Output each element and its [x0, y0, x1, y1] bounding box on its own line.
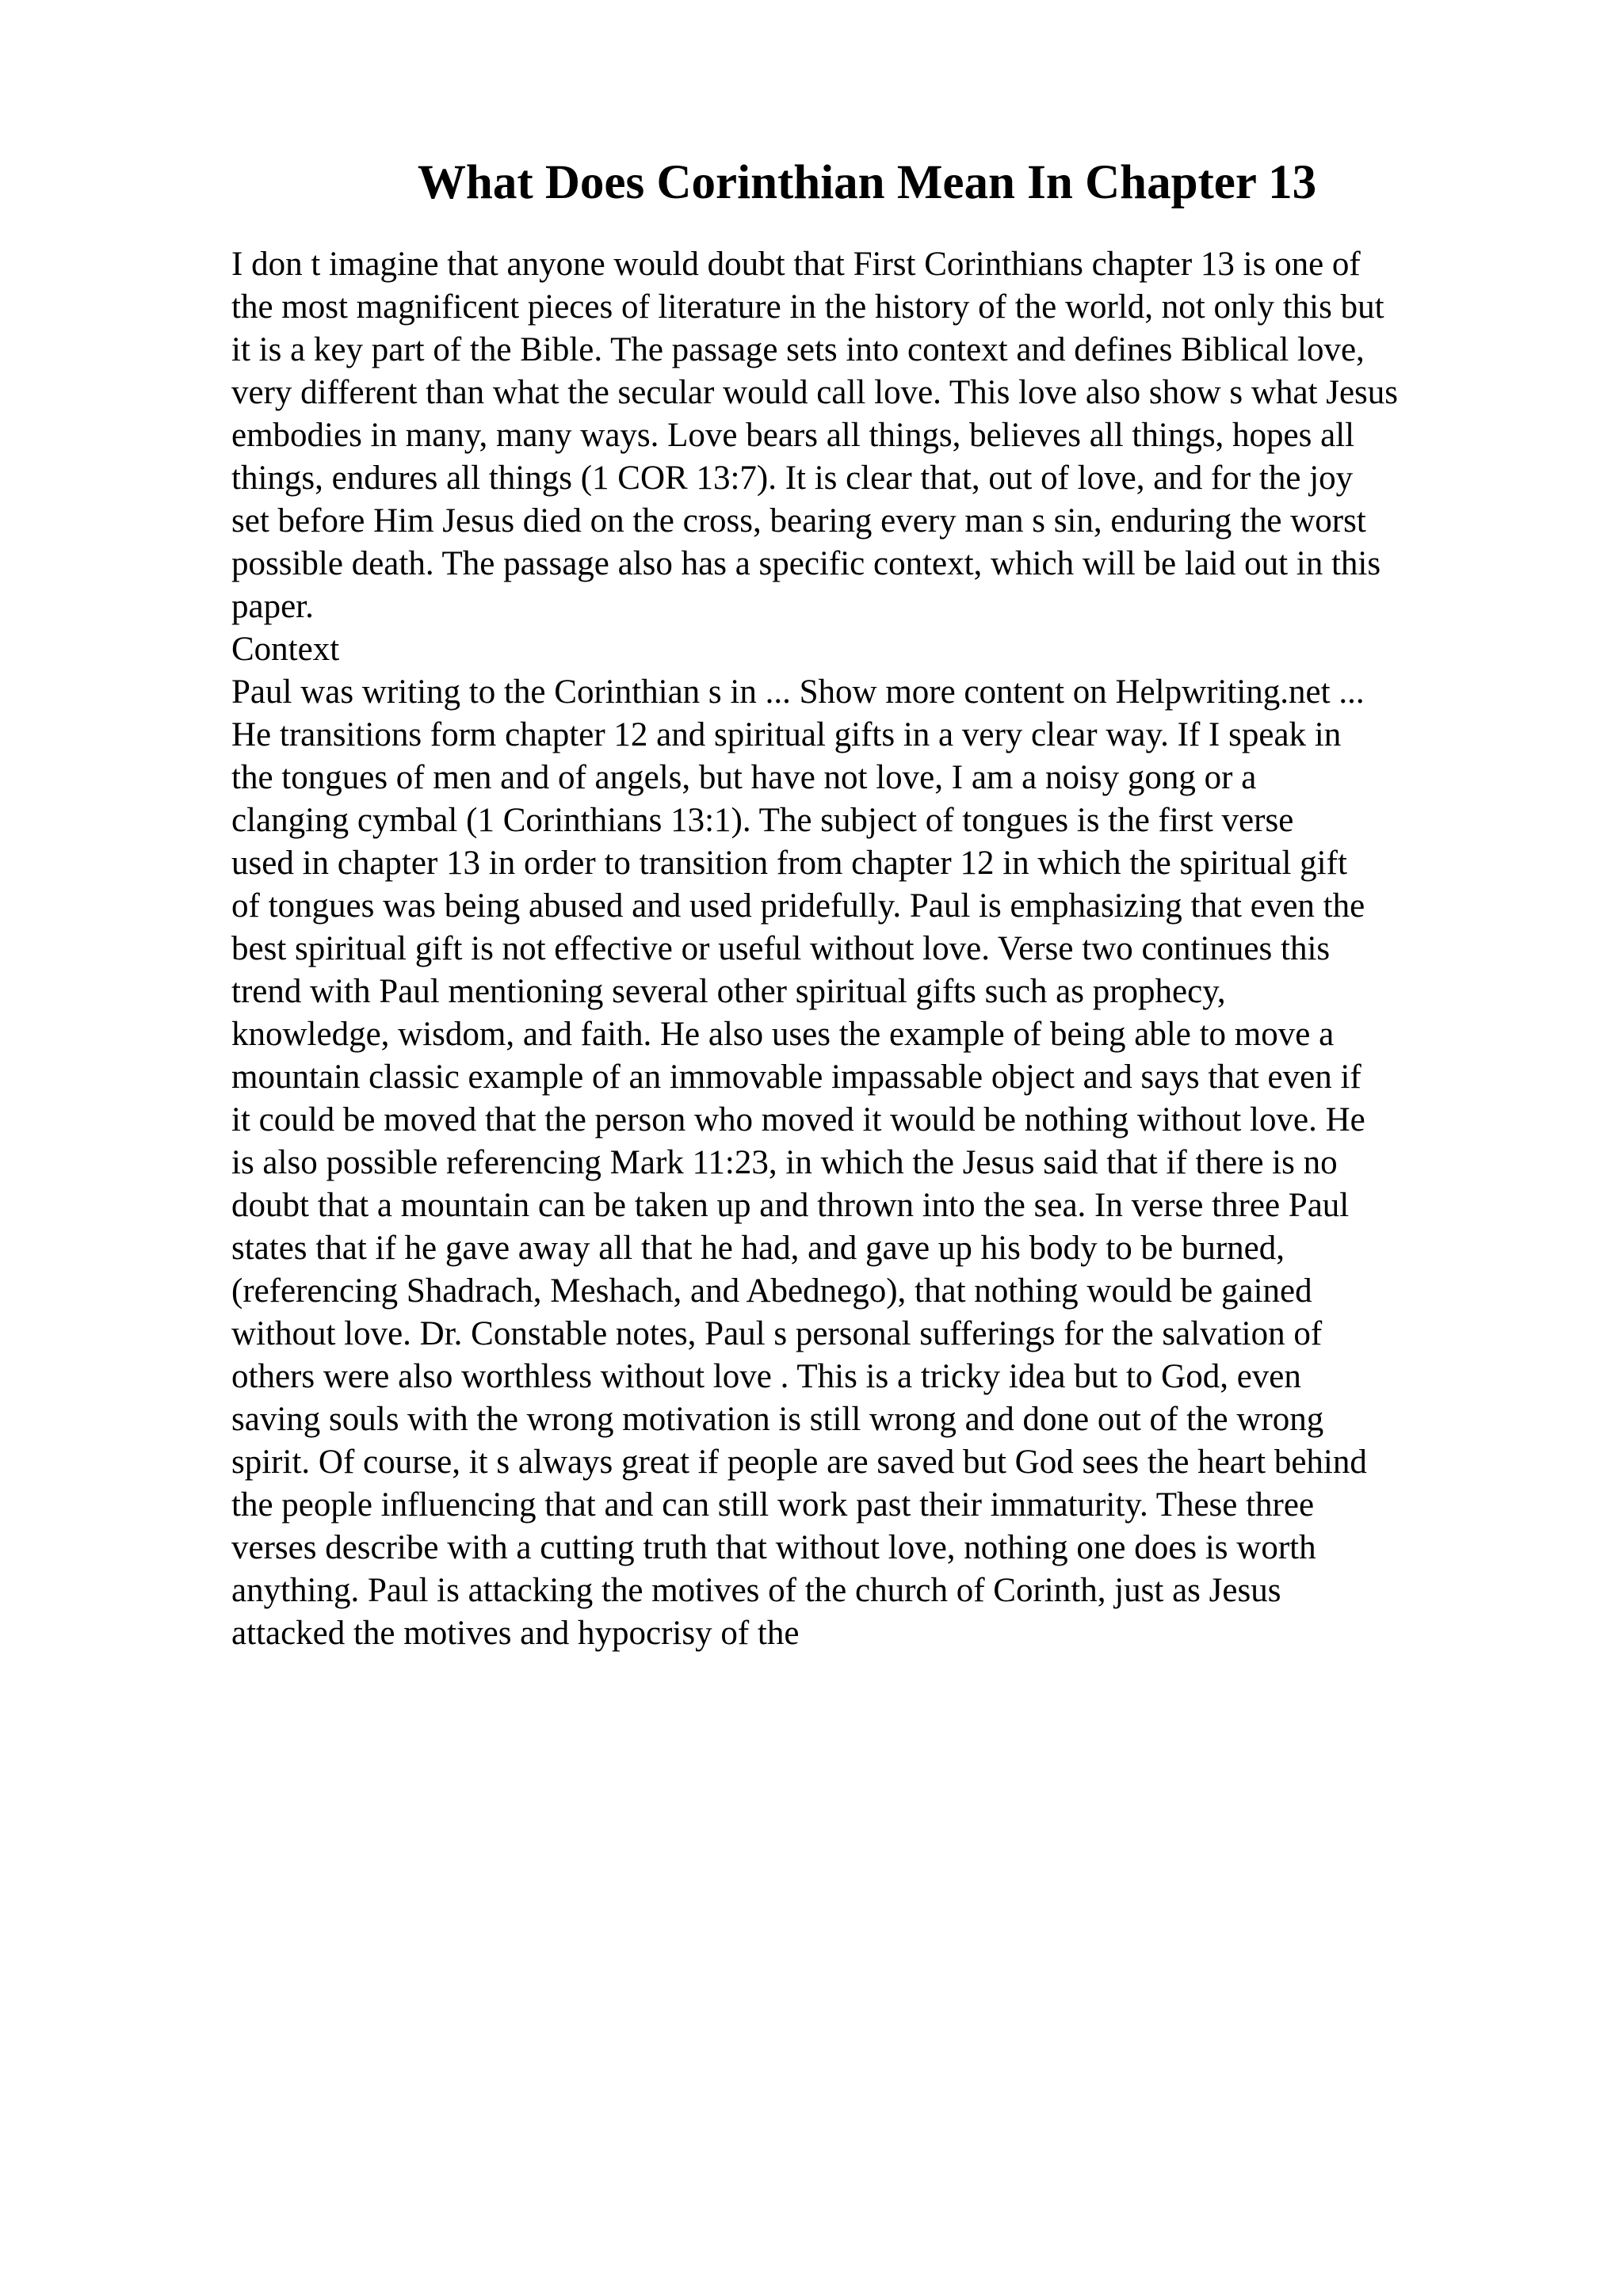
body-line: clanging cymbal (1 Corinthians 13:1). The subject of tongues is the first verse [231, 802, 1294, 839]
body-line: I don t imagine that anyone would doubt that First Corinthians chapter 13 is one of [231, 246, 1361, 283]
body-line: trend with Paul mentioning several other spiritual gifts such as prophecy, [231, 973, 1226, 1010]
body-line: mountain classic example of an immovable impassable object and says that even if [231, 1058, 1361, 1096]
body-line: verses describe with a cutting truth that without love, nothing one does is worth [231, 1529, 1316, 1566]
body-line: the people influencing that and can still work past their immaturity. These three [231, 1486, 1315, 1524]
body-line: doubt that a mountain can be taken up and thrown into the sea. In verse three Paul [231, 1187, 1350, 1224]
body-line: it could be moved that the person who moved it would be nothing without love. He [231, 1101, 1365, 1138]
body-line: used in chapter 13 in order to transition from chapter 12 in which the spiritual gift [231, 845, 1347, 882]
body-line: without love. Dr. Constable notes, Paul s personal sufferings for the salvation of [231, 1315, 1323, 1352]
body-line: the most magnificent pieces of literature in the history of the world, not only this but [231, 288, 1384, 326]
body-line: He transitions form chapter 12 and spiritual gifts in a very clear way. If I speak in [231, 716, 1342, 753]
body-line: states that if he gave away all that he had, and gave up his body to be burned, [231, 1230, 1285, 1267]
body-line: set before Him Jesus died on the cross, bearing every man s sin, enduring the worst [231, 502, 1366, 540]
body-line: is also possible referencing Mark 11:23, in which the Jesus said that if there is no [231, 1144, 1338, 1181]
body-line: attacked the motives and hypocrisy of the [231, 1615, 800, 1652]
body-line: the tongues of men and of angels, but have not love, I am a noisy gong or a [231, 759, 1257, 796]
body-line: others were also worthless without love . This is a tricky idea but to God, even [231, 1358, 1301, 1395]
body-line: possible death. The passage also has a specific context, which will be laid out in this [231, 545, 1381, 582]
body-line: saving souls with the wrong motivation is still wrong and done out of the wrong [231, 1401, 1324, 1438]
body-line: Paul was writing to the Corinthian s in ... Show more content on Helpwriting.net ... [231, 673, 1365, 711]
body-line: best spiritual gift is not effective or useful without love. Verse two continues this [231, 930, 1331, 967]
body-line: (referencing Shadrach, Meshach, and Abednego), that nothing would be gained [231, 1272, 1312, 1310]
body-line: embodies in many, many ways. Love bears all things, believes all things, hopes all [231, 417, 1355, 454]
section-heading-context: Context [231, 631, 340, 668]
body-line: paper. [231, 588, 314, 625]
body-line: spirit. Of course, it s always great if people are saved but God sees the heart behind [231, 1444, 1367, 1481]
body-line: things, endures all things (1 COR 13:7). It is clear that, out of love, and for the joy [231, 460, 1354, 497]
document-title: What Does Corinthian Mean In Chapter 13 [417, 156, 1317, 209]
body-line: of tongues was being abused and used pridefully. Paul is emphasizing that even the [231, 887, 1365, 925]
document-body [231, 243, 1563, 1655]
body-line: it is a key part of the Bible. The passage sets into context and defines Biblical love, [231, 331, 1365, 368]
body-line: knowledge, wisdom, and faith. He also uses the example of being able to move a [231, 1016, 1335, 1053]
body-line: very different than what the secular would call love. This love also show s what Jesus [231, 374, 1399, 411]
body-line: anything. Paul is attacking the motives of the church of Corinth, just as Jesus [231, 1572, 1281, 1609]
